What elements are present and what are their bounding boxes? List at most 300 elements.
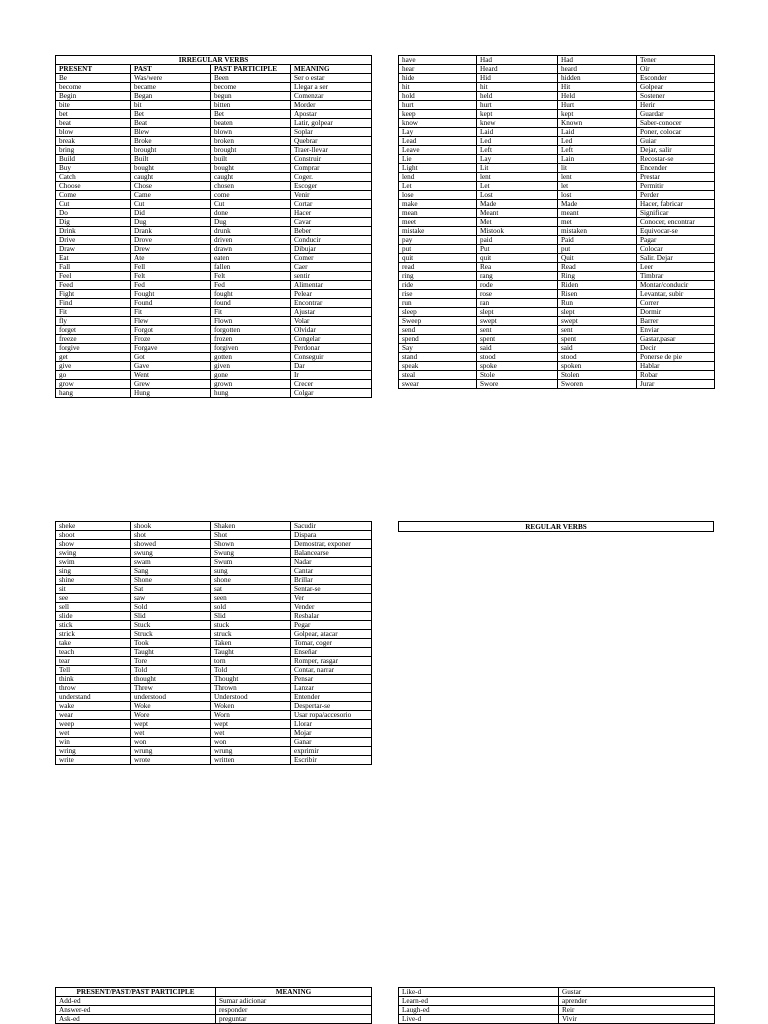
table-row xyxy=(56,335,372,344)
table-cell: Dispara xyxy=(291,531,372,540)
table-cell: Beber xyxy=(291,227,372,236)
table-cell: Comprar xyxy=(291,164,372,173)
table-cell: Guiar xyxy=(637,137,715,146)
table-cell: Choose xyxy=(56,182,131,191)
table-row xyxy=(56,747,372,756)
table-cell: Feel xyxy=(56,272,131,281)
table-row xyxy=(399,997,715,1006)
table-row xyxy=(56,83,372,92)
table-row xyxy=(56,281,372,290)
table-cell: spoke xyxy=(477,362,558,371)
regular-verbs-table-left xyxy=(55,987,372,1024)
table-cell: Been xyxy=(211,74,291,83)
table-cell: Encender xyxy=(637,164,715,173)
table-cell: Taken xyxy=(211,639,291,648)
table-row xyxy=(56,110,372,119)
table-cell: Leave xyxy=(399,146,477,155)
table-cell: ring xyxy=(399,272,477,281)
table-cell: won xyxy=(131,738,211,747)
table-cell: break xyxy=(56,137,131,146)
table-cell: Apostar xyxy=(291,110,372,119)
table-cell: Slid xyxy=(211,612,291,621)
table-cell: Lie xyxy=(399,155,477,164)
table-cell: slept xyxy=(558,308,637,317)
table-cell: Dug xyxy=(131,218,211,227)
table-cell: Cavar xyxy=(291,218,372,227)
table-cell: sell xyxy=(56,603,131,612)
table-row xyxy=(56,191,372,200)
table-cell: wrote xyxy=(131,756,211,765)
table-cell: eaten xyxy=(211,254,291,263)
table-cell: hurt xyxy=(399,101,477,110)
table-cell: Shaken xyxy=(211,522,291,531)
table-row xyxy=(56,720,372,729)
table-row xyxy=(399,988,715,997)
regular-verbs-title-table xyxy=(398,521,714,532)
table-cell: Sentar-se xyxy=(291,585,372,594)
table-cell: Lit xyxy=(477,164,558,173)
table-row xyxy=(56,317,372,326)
table-row xyxy=(399,326,715,335)
table-cell: broken xyxy=(211,137,291,146)
table-cell: brought xyxy=(211,146,291,155)
table-row xyxy=(56,558,372,567)
table-cell: Ring xyxy=(558,272,637,281)
table-cell: built xyxy=(211,155,291,164)
table-row xyxy=(56,576,372,585)
table-row xyxy=(56,531,372,540)
table-cell: Jurar xyxy=(637,380,715,389)
table-row xyxy=(56,119,372,128)
table-cell: Comer xyxy=(291,254,372,263)
table-row xyxy=(56,675,372,684)
table-cell: keep xyxy=(399,110,477,119)
table-cell: make xyxy=(399,200,477,209)
table-cell: Poner, colocar xyxy=(637,128,715,137)
table-cell: meet xyxy=(399,218,477,227)
table-cell: Entender xyxy=(291,693,372,702)
table-cell: stick xyxy=(56,621,131,630)
table-cell: Conducir xyxy=(291,236,372,245)
table-cell: blown xyxy=(211,128,291,137)
table-row xyxy=(56,245,372,254)
table-cell: understood xyxy=(131,693,211,702)
table-cell: Hablar xyxy=(637,362,715,371)
table-cell: beaten xyxy=(211,119,291,128)
table-row xyxy=(56,540,372,549)
table-cell: mistake xyxy=(399,227,477,236)
table-row xyxy=(399,1006,715,1015)
table-cell: Catch xyxy=(56,173,131,182)
table-cell: Led xyxy=(477,137,558,146)
table-cell: won xyxy=(211,738,291,747)
table-cell: sat xyxy=(211,585,291,594)
table-cell: Leer xyxy=(637,263,715,272)
table-cell: wept xyxy=(131,720,211,729)
table-cell: hidden xyxy=(558,74,637,83)
header-present-past-participle: PRESENT/PAST/PAST PARTICIPLE xyxy=(56,988,216,997)
table-cell: Cut xyxy=(131,200,211,209)
table-cell: shine xyxy=(56,576,131,585)
table-row xyxy=(399,182,715,191)
table-cell: hit xyxy=(399,83,477,92)
table-cell: Decir xyxy=(637,344,715,353)
table-cell: wring xyxy=(56,747,131,756)
table-cell: found xyxy=(211,299,291,308)
table-cell: pay xyxy=(399,236,477,245)
table-cell: Vivir xyxy=(559,1015,715,1024)
table-cell: Swore xyxy=(477,380,558,389)
table-cell: Cortar xyxy=(291,200,372,209)
table-cell: Went xyxy=(131,371,211,380)
table-cell: bit xyxy=(131,101,211,110)
table-cell: read xyxy=(399,263,477,272)
table-cell: Golpear xyxy=(637,83,715,92)
table-cell: Understood xyxy=(211,693,291,702)
table-cell: Recostar-se xyxy=(637,155,715,164)
table-cell: Ganar xyxy=(291,738,372,747)
table-row xyxy=(399,254,715,263)
table-cell: lose xyxy=(399,191,477,200)
table-row xyxy=(399,119,715,128)
table-cell: Sumar adicionar xyxy=(216,997,372,1006)
table-cell: bought xyxy=(211,164,291,173)
table-cell: Thought xyxy=(211,675,291,684)
table-row xyxy=(56,209,372,218)
table-cell: sit xyxy=(56,585,131,594)
table-cell: Felt xyxy=(211,272,291,281)
table-cell: forgotten xyxy=(211,326,291,335)
table-cell: kept xyxy=(477,110,558,119)
table-cell: show xyxy=(56,540,131,549)
table-cell: Oír xyxy=(637,65,715,74)
table-cell: gotten xyxy=(211,353,291,362)
table-cell: Olvidar xyxy=(291,326,372,335)
table-cell: Taught xyxy=(211,648,291,657)
table-cell: mistaken xyxy=(558,227,637,236)
table-cell: caught xyxy=(131,173,211,182)
table-cell: held xyxy=(477,92,558,101)
table-cell: run xyxy=(399,299,477,308)
table-cell: Hung xyxy=(131,389,211,398)
table-cell: quit xyxy=(477,254,558,263)
table-cell: send xyxy=(399,326,477,335)
table-cell: slide xyxy=(56,612,131,621)
table-row xyxy=(56,612,372,621)
table-cell: become xyxy=(211,83,291,92)
table-cell: aprender xyxy=(559,997,715,1006)
table-cell: Permitir xyxy=(637,182,715,191)
table-cell: driven xyxy=(211,236,291,245)
table-row xyxy=(399,92,715,101)
table-cell: sung xyxy=(211,567,291,576)
table-cell: kept xyxy=(558,110,637,119)
table-cell: Shown xyxy=(211,540,291,549)
table-row xyxy=(399,272,715,281)
table-cell: Pelear xyxy=(291,290,372,299)
table-cell: Like-d xyxy=(399,988,559,997)
table-row xyxy=(399,353,715,362)
table-cell: Tell xyxy=(56,666,131,675)
table-cell: quit xyxy=(399,254,477,263)
table-cell: write xyxy=(56,756,131,765)
table-cell: swept xyxy=(558,317,637,326)
table-cell: Blew xyxy=(131,128,211,137)
table-cell: mean xyxy=(399,209,477,218)
table-cell: Sostener xyxy=(637,92,715,101)
irregular-right-rows xyxy=(399,56,715,389)
table-cell: Cut xyxy=(56,200,131,209)
table-cell: Timbrar xyxy=(637,272,715,281)
table-cell: Escribir xyxy=(291,756,372,765)
table-cell: Escoger xyxy=(291,182,372,191)
table-cell: Froze xyxy=(131,335,211,344)
table-cell: sing xyxy=(56,567,131,576)
table-cell: Prestar xyxy=(637,173,715,182)
table-cell: Resbalar xyxy=(291,612,372,621)
table-cell: swim xyxy=(56,558,131,567)
table-row xyxy=(56,756,372,765)
table-cell: spend xyxy=(399,335,477,344)
table-cell: Paid xyxy=(558,236,637,245)
table-cell: Drank xyxy=(131,227,211,236)
table-row xyxy=(56,173,372,182)
table-row xyxy=(56,738,372,747)
table-cell: Sacudir xyxy=(291,522,372,531)
table-cell: hurt xyxy=(477,101,558,110)
table-cell: Ver xyxy=(291,594,372,603)
table-cell: Encontrar xyxy=(291,299,372,308)
table-cell: Contar, narrar xyxy=(291,666,372,675)
table-cell: responder xyxy=(216,1006,372,1015)
table-cell: sheke xyxy=(56,522,131,531)
table-cell: wet xyxy=(56,729,131,738)
table-cell: Drew xyxy=(131,245,211,254)
header-past: PAST xyxy=(131,65,211,74)
table-row xyxy=(399,74,715,83)
table-row xyxy=(56,702,372,711)
table-cell: Construir xyxy=(291,155,372,164)
header-past-participle: PAST PARTICIPLE xyxy=(211,65,291,74)
table-cell: Stole xyxy=(477,371,558,380)
table-cell: bring xyxy=(56,146,131,155)
table-cell: understand xyxy=(56,693,131,702)
table-row xyxy=(56,362,372,371)
table-cell: Ir xyxy=(291,371,372,380)
table-cell: fought xyxy=(211,290,291,299)
table-cell: sleep xyxy=(399,308,477,317)
table-row xyxy=(399,335,715,344)
table-row xyxy=(399,263,715,272)
table-row xyxy=(399,173,715,182)
table-cell: Came xyxy=(131,191,211,200)
table-cell: hold xyxy=(399,92,477,101)
table-cell: slept xyxy=(477,308,558,317)
table-row xyxy=(56,603,372,612)
table-cell: given xyxy=(211,362,291,371)
table-cell: steal xyxy=(399,371,477,380)
table-cell: Llegar a ser xyxy=(291,83,372,92)
table-cell: Grew xyxy=(131,380,211,389)
table-row xyxy=(56,684,372,693)
table-row xyxy=(56,1006,372,1015)
table-cell: Had xyxy=(477,56,558,65)
table-cell: lent xyxy=(477,173,558,182)
table-row xyxy=(399,371,715,380)
table-cell: Tomar, coger xyxy=(291,639,372,648)
table-cell: Caer xyxy=(291,263,372,272)
table-row xyxy=(56,218,372,227)
table-cell: hit xyxy=(477,83,558,92)
table-cell: Cantar xyxy=(291,567,372,576)
table-cell: Alimentar xyxy=(291,281,372,290)
table-cell: Gustar xyxy=(559,988,715,997)
table-cell: forgive xyxy=(56,344,131,353)
table-cell: Took xyxy=(131,639,211,648)
table-cell: exprimir xyxy=(291,747,372,756)
table-cell: Fight xyxy=(56,290,131,299)
table-cell: think xyxy=(56,675,131,684)
table-cell: written xyxy=(211,756,291,765)
table-row xyxy=(399,83,715,92)
table-row xyxy=(56,200,372,209)
table-cell: shoot xyxy=(56,531,131,540)
table-cell: Llorar xyxy=(291,720,372,729)
table-row xyxy=(56,389,372,398)
table-cell: Despertar-se xyxy=(291,702,372,711)
table-cell: grow xyxy=(56,380,131,389)
table-row xyxy=(56,585,372,594)
table-cell: Fall xyxy=(56,263,131,272)
table-cell: put xyxy=(399,245,477,254)
table-cell: have xyxy=(399,56,477,65)
table-cell: Fought xyxy=(131,290,211,299)
table-cell: sold xyxy=(211,603,291,612)
table-cell: Fed xyxy=(211,281,291,290)
table-cell: Put xyxy=(477,245,558,254)
table-cell: Fit xyxy=(211,308,291,317)
table-cell: win xyxy=(56,738,131,747)
table-cell: lit xyxy=(558,164,637,173)
table-cell: Bet xyxy=(131,110,211,119)
irregular-bottom-rows xyxy=(56,522,372,765)
table-cell: Buy xyxy=(56,164,131,173)
table-cell: knew xyxy=(477,119,558,128)
table-cell: shone xyxy=(211,576,291,585)
table-cell: Laugh-ed xyxy=(399,1006,559,1015)
table-row xyxy=(399,218,715,227)
table-cell: forgiven xyxy=(211,344,291,353)
table-cell: begun xyxy=(211,92,291,101)
table-row xyxy=(399,290,715,299)
table-cell: saw xyxy=(131,594,211,603)
table-cell: sent xyxy=(477,326,558,335)
table-cell: drawn xyxy=(211,245,291,254)
table-cell: Swung xyxy=(211,549,291,558)
table-cell: Latir, golpear xyxy=(291,119,372,128)
table-cell: Led xyxy=(558,137,637,146)
regular-right-rows xyxy=(399,988,715,1024)
table-cell: Gastar,pasar xyxy=(637,335,715,344)
table-cell: spoken xyxy=(558,362,637,371)
table-cell: Do xyxy=(56,209,131,218)
table-cell: Stuck xyxy=(131,621,211,630)
table-cell: paid xyxy=(477,236,558,245)
table-cell: Lost xyxy=(477,191,558,200)
table-cell: wear xyxy=(56,711,131,720)
table-row xyxy=(399,56,715,65)
table-row xyxy=(399,344,715,353)
table-cell: spent xyxy=(558,335,637,344)
table-cell: Dejar, salir xyxy=(637,146,715,155)
table-row xyxy=(56,182,372,191)
table-cell: Usar ropa/accesorio xyxy=(291,711,372,720)
table-row xyxy=(56,549,372,558)
table-cell: Sold xyxy=(131,603,211,612)
table-cell: Risen xyxy=(558,290,637,299)
table-cell: heard xyxy=(558,65,637,74)
table-cell: swept xyxy=(477,317,558,326)
table-cell: Enseñar xyxy=(291,648,372,657)
table-cell: Got xyxy=(131,353,211,362)
table-cell: Lay xyxy=(477,155,558,164)
table-cell: Montar/conducir xyxy=(637,281,715,290)
table-cell: Ask-ed xyxy=(56,1015,216,1024)
table-cell: sent xyxy=(558,326,637,335)
table-row xyxy=(56,630,372,639)
table-row xyxy=(56,227,372,236)
table-cell: Hid xyxy=(477,74,558,83)
table-row xyxy=(399,227,715,236)
table-row xyxy=(399,362,715,371)
table-cell: Broke xyxy=(131,137,211,146)
table-cell: Dug xyxy=(211,218,291,227)
table-row xyxy=(56,263,372,272)
table-cell: Build xyxy=(56,155,131,164)
table-cell: Run xyxy=(558,299,637,308)
table-row xyxy=(399,281,715,290)
header-present: PRESENT xyxy=(56,65,131,74)
table-cell: Correr xyxy=(637,299,715,308)
table-cell: hide xyxy=(399,74,477,83)
table-cell: Told xyxy=(131,666,211,675)
table-cell: sentir xyxy=(291,272,372,281)
table-cell: Enviar xyxy=(637,326,715,335)
table-cell: Flown xyxy=(211,317,291,326)
table-cell: put xyxy=(558,245,637,254)
table-row xyxy=(56,567,372,576)
table-cell: Dig xyxy=(56,218,131,227)
table-row xyxy=(56,164,372,173)
table-cell: Gave xyxy=(131,362,211,371)
table-cell: rose xyxy=(477,290,558,299)
table-cell: Drive xyxy=(56,236,131,245)
table-cell: Thrown xyxy=(211,684,291,693)
table-cell: let xyxy=(558,182,637,191)
table-cell: caught xyxy=(211,173,291,182)
table-row xyxy=(56,639,372,648)
table-cell: done xyxy=(211,209,291,218)
table-cell: wept xyxy=(211,720,291,729)
table-row xyxy=(399,155,715,164)
table-cell: Begin xyxy=(56,92,131,101)
table-cell: Found xyxy=(131,299,211,308)
table-cell: Beat xyxy=(131,119,211,128)
table-cell: frozen xyxy=(211,335,291,344)
table-cell: said xyxy=(477,344,558,353)
table-cell: Light xyxy=(399,164,477,173)
table-cell: Traer-llevar xyxy=(291,146,372,155)
